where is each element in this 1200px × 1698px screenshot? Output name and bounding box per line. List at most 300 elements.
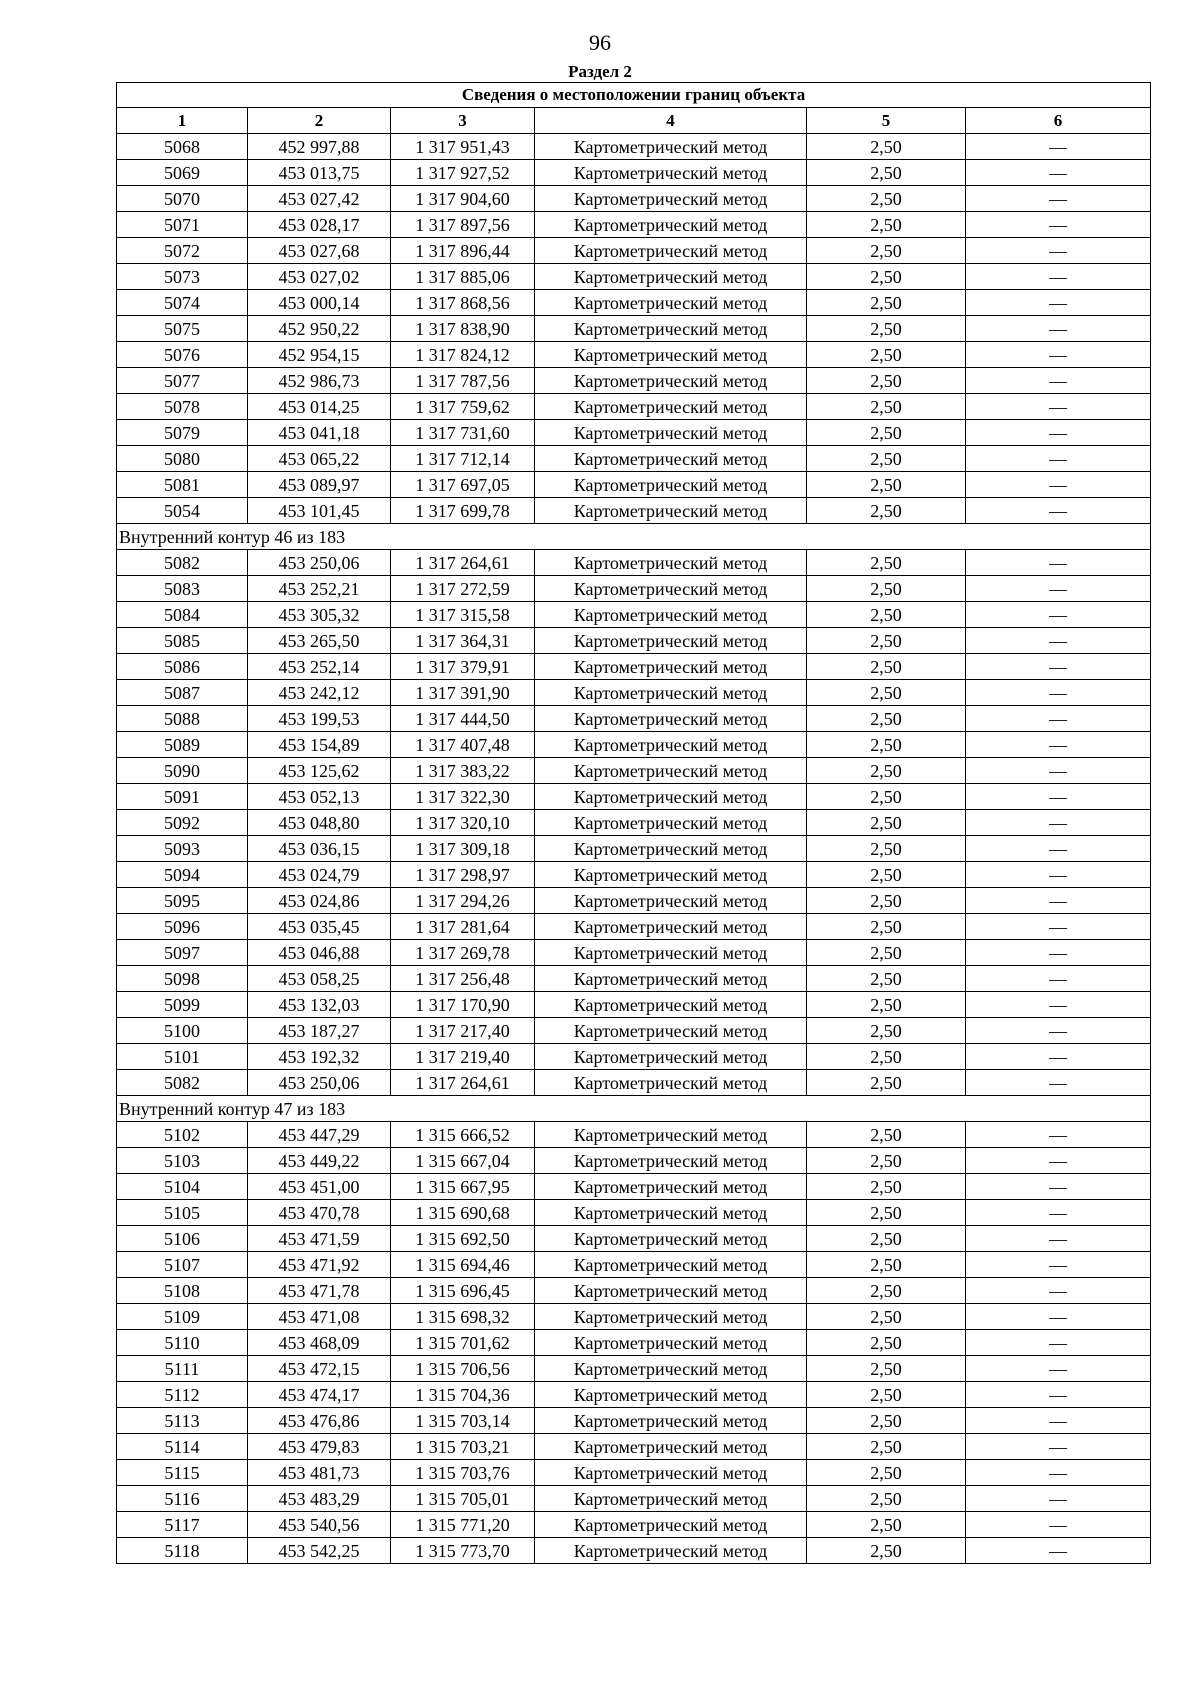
- accuracy-cell: 2,50: [807, 394, 966, 420]
- table-row: [117, 602, 1151, 628]
- accuracy-cell: 2,50: [807, 316, 966, 342]
- method-cell: Картометрический метод: [535, 1252, 807, 1278]
- description-cell: —: [966, 758, 1151, 784]
- accuracy-cell: 2,50: [807, 212, 966, 238]
- coord-y-cell: 1 315 696,45: [391, 1278, 535, 1304]
- coord-x-cell: 452 986,73: [248, 368, 391, 394]
- point-number-cell: 5074: [117, 290, 248, 316]
- method-cell: Картометрический метод: [535, 1018, 807, 1044]
- description-cell: —: [966, 914, 1151, 940]
- point-number-cell: 5103: [117, 1148, 248, 1174]
- description-cell: —: [966, 654, 1151, 680]
- table-row: [117, 966, 1151, 992]
- accuracy-cell: 2,50: [807, 342, 966, 368]
- coord-x-cell: 452 954,15: [248, 342, 391, 368]
- point-number-cell: 5112: [117, 1382, 248, 1408]
- coord-y-cell: 1 317 444,50: [391, 706, 535, 732]
- point-number-cell: 5118: [117, 1538, 248, 1564]
- table-row: [117, 706, 1151, 732]
- description-cell: —: [966, 342, 1151, 368]
- description-cell: —: [966, 680, 1151, 706]
- point-number-cell: 5090: [117, 758, 248, 784]
- point-number-cell: 5116: [117, 1486, 248, 1512]
- accuracy-cell: 2,50: [807, 732, 966, 758]
- method-cell: Картометрический метод: [535, 1382, 807, 1408]
- contour-label: Внутренний контур 46 из 183: [117, 524, 1151, 550]
- method-cell: Картометрический метод: [535, 316, 807, 342]
- coord-y-cell: 1 317 309,18: [391, 836, 535, 862]
- coord-x-cell: 453 028,17: [248, 212, 391, 238]
- method-cell: Картометрический метод: [535, 550, 807, 576]
- description-cell: —: [966, 1538, 1151, 1564]
- description-cell: —: [966, 160, 1151, 186]
- description-cell: —: [966, 1460, 1151, 1486]
- coord-y-cell: 1 315 667,95: [391, 1174, 535, 1200]
- coord-x-cell: 453 089,97: [248, 472, 391, 498]
- table-row: [117, 1434, 1151, 1460]
- description-cell: —: [966, 810, 1151, 836]
- accuracy-cell: 2,50: [807, 186, 966, 212]
- description-cell: —: [966, 1122, 1151, 1148]
- table-body: [117, 134, 1151, 1564]
- coord-x-cell: 453 024,79: [248, 862, 391, 888]
- table-row: [117, 784, 1151, 810]
- method-cell: Картометрический метод: [535, 706, 807, 732]
- coord-y-cell: 1 317 383,22: [391, 758, 535, 784]
- description-cell: —: [966, 264, 1151, 290]
- description-cell: —: [966, 316, 1151, 342]
- method-cell: Картометрический метод: [535, 1512, 807, 1538]
- table-row: [117, 628, 1151, 654]
- accuracy-cell: 2,50: [807, 238, 966, 264]
- coord-x-cell: 453 192,32: [248, 1044, 391, 1070]
- accuracy-cell: 2,50: [807, 160, 966, 186]
- method-cell: Картометрический метод: [535, 732, 807, 758]
- table-row: [117, 394, 1151, 420]
- point-number-cell: 5071: [117, 212, 248, 238]
- table-row: [117, 654, 1151, 680]
- coord-y-cell: 1 317 320,10: [391, 810, 535, 836]
- method-cell: Картометрический метод: [535, 784, 807, 810]
- coord-x-cell: 453 024,86: [248, 888, 391, 914]
- coord-y-cell: 1 317 787,56: [391, 368, 535, 394]
- accuracy-cell: 2,50: [807, 914, 966, 940]
- accuracy-cell: 2,50: [807, 498, 966, 524]
- coord-y-cell: 1 317 256,48: [391, 966, 535, 992]
- contour-label: Внутренний контур 47 из 183: [117, 1096, 1151, 1122]
- table-row: [117, 368, 1151, 394]
- table-row: [117, 1044, 1151, 1070]
- column-header-6: 6: [966, 108, 1151, 134]
- table-row: [117, 862, 1151, 888]
- description-cell: —: [966, 472, 1151, 498]
- accuracy-cell: 2,50: [807, 1382, 966, 1408]
- point-number-cell: 5111: [117, 1356, 248, 1382]
- table-row: [117, 1148, 1151, 1174]
- method-cell: Картометрический метод: [535, 992, 807, 1018]
- point-number-cell: 5068: [117, 134, 248, 160]
- point-number-cell: 5094: [117, 862, 248, 888]
- coord-x-cell: 453 132,03: [248, 992, 391, 1018]
- description-cell: —: [966, 966, 1151, 992]
- description-cell: —: [966, 1382, 1151, 1408]
- coord-x-cell: 453 479,83: [248, 1434, 391, 1460]
- table-row: [117, 472, 1151, 498]
- method-cell: Картометрический метод: [535, 1356, 807, 1382]
- method-cell: Картометрический метод: [535, 212, 807, 238]
- accuracy-cell: 2,50: [807, 1070, 966, 1096]
- table-row: [117, 1200, 1151, 1226]
- accuracy-cell: 2,50: [807, 1200, 966, 1226]
- accuracy-cell: 2,50: [807, 1018, 966, 1044]
- point-number-cell: 5088: [117, 706, 248, 732]
- coord-y-cell: 1 315 694,46: [391, 1252, 535, 1278]
- coord-x-cell: 453 305,32: [248, 602, 391, 628]
- description-cell: —: [966, 238, 1151, 264]
- method-cell: Картометрический метод: [535, 966, 807, 992]
- description-cell: —: [966, 1304, 1151, 1330]
- table-row: [117, 1226, 1151, 1252]
- point-number-cell: 5081: [117, 472, 248, 498]
- accuracy-cell: 2,50: [807, 1226, 966, 1252]
- table-row: [117, 1018, 1151, 1044]
- accuracy-cell: 2,50: [807, 290, 966, 316]
- table-row: [117, 1356, 1151, 1382]
- point-number-cell: 5083: [117, 576, 248, 602]
- method-cell: Картометрический метод: [535, 758, 807, 784]
- point-number-cell: 5073: [117, 264, 248, 290]
- coord-y-cell: 1 317 219,40: [391, 1044, 535, 1070]
- description-cell: —: [966, 1148, 1151, 1174]
- coord-y-cell: 1 317 379,91: [391, 654, 535, 680]
- accuracy-cell: 2,50: [807, 602, 966, 628]
- coord-x-cell: 453 471,78: [248, 1278, 391, 1304]
- coord-x-cell: 453 052,13: [248, 784, 391, 810]
- coord-x-cell: 453 470,78: [248, 1200, 391, 1226]
- point-number-cell: 5115: [117, 1460, 248, 1486]
- table-row: [117, 1278, 1151, 1304]
- method-cell: Картометрический метод: [535, 602, 807, 628]
- column-header-2: 2: [248, 108, 391, 134]
- method-cell: Картометрический метод: [535, 472, 807, 498]
- point-number-cell: 5100: [117, 1018, 248, 1044]
- method-cell: Картометрический метод: [535, 576, 807, 602]
- coord-x-cell: 453 187,27: [248, 1018, 391, 1044]
- accuracy-cell: 2,50: [807, 1122, 966, 1148]
- coord-x-cell: 453 250,06: [248, 1070, 391, 1096]
- accuracy-cell: 2,50: [807, 1512, 966, 1538]
- coord-y-cell: 1 317 315,58: [391, 602, 535, 628]
- column-header-3: 3: [391, 108, 535, 134]
- method-cell: Картометрический метод: [535, 1122, 807, 1148]
- table-row: [117, 914, 1151, 940]
- description-cell: —: [966, 836, 1151, 862]
- description-cell: —: [966, 1226, 1151, 1252]
- table-row: [117, 1408, 1151, 1434]
- column-header-4: 4: [535, 108, 807, 134]
- coord-x-cell: 453 542,25: [248, 1538, 391, 1564]
- coord-x-cell: 453 265,50: [248, 628, 391, 654]
- method-cell: Картометрический метод: [535, 888, 807, 914]
- coord-x-cell: 453 000,14: [248, 290, 391, 316]
- coord-x-cell: 453 027,68: [248, 238, 391, 264]
- point-number-cell: 5098: [117, 966, 248, 992]
- accuracy-cell: 2,50: [807, 264, 966, 290]
- coord-y-cell: 1 317 281,64: [391, 914, 535, 940]
- point-number-cell: 5095: [117, 888, 248, 914]
- accuracy-cell: 2,50: [807, 966, 966, 992]
- description-cell: —: [966, 1018, 1151, 1044]
- accuracy-cell: 2,50: [807, 1486, 966, 1512]
- contour-row: [117, 524, 1151, 550]
- table-row: [117, 1252, 1151, 1278]
- coord-x-cell: 453 065,22: [248, 446, 391, 472]
- description-cell: —: [966, 1044, 1151, 1070]
- method-cell: Картометрический метод: [535, 1174, 807, 1200]
- method-cell: Картометрический метод: [535, 1200, 807, 1226]
- accuracy-cell: 2,50: [807, 628, 966, 654]
- point-number-cell: 5099: [117, 992, 248, 1018]
- accuracy-cell: 2,50: [807, 706, 966, 732]
- point-number-cell: 5117: [117, 1512, 248, 1538]
- table-row: [117, 1512, 1151, 1538]
- method-cell: Картометрический метод: [535, 368, 807, 394]
- accuracy-cell: 2,50: [807, 576, 966, 602]
- coord-y-cell: 1 317 824,12: [391, 342, 535, 368]
- table-row: [117, 836, 1151, 862]
- accuracy-cell: 2,50: [807, 1278, 966, 1304]
- table-row: [117, 1304, 1151, 1330]
- point-number-cell: 5101: [117, 1044, 248, 1070]
- coord-y-cell: 1 315 706,56: [391, 1356, 535, 1382]
- description-cell: —: [966, 290, 1151, 316]
- method-cell: Картометрический метод: [535, 238, 807, 264]
- table-row: [117, 550, 1151, 576]
- accuracy-cell: 2,50: [807, 134, 966, 160]
- point-number-cell: 5089: [117, 732, 248, 758]
- accuracy-cell: 2,50: [807, 1460, 966, 1486]
- coord-y-cell: 1 317 264,61: [391, 1070, 535, 1096]
- coord-y-cell: 1 317 868,56: [391, 290, 535, 316]
- table-row: [117, 810, 1151, 836]
- description-cell: —: [966, 1278, 1151, 1304]
- coord-y-cell: 1 317 322,30: [391, 784, 535, 810]
- method-cell: Картометрический метод: [535, 264, 807, 290]
- accuracy-cell: 2,50: [807, 420, 966, 446]
- coord-y-cell: 1 315 705,01: [391, 1486, 535, 1512]
- table-row: [117, 446, 1151, 472]
- coord-x-cell: 453 125,62: [248, 758, 391, 784]
- coord-y-cell: 1 317 759,62: [391, 394, 535, 420]
- description-cell: —: [966, 706, 1151, 732]
- coord-y-cell: 1 315 703,14: [391, 1408, 535, 1434]
- point-number-cell: 5079: [117, 420, 248, 446]
- method-cell: Картометрический метод: [535, 1304, 807, 1330]
- table-row: [117, 160, 1151, 186]
- coord-x-cell: 453 468,09: [248, 1330, 391, 1356]
- table-caption-row: [117, 83, 1151, 108]
- table-row: [117, 1330, 1151, 1356]
- table-row: [117, 316, 1151, 342]
- description-cell: —: [966, 1070, 1151, 1096]
- table-row: [117, 264, 1151, 290]
- point-number-cell: 5072: [117, 238, 248, 264]
- coord-y-cell: 1 317 298,97: [391, 862, 535, 888]
- coord-y-cell: 1 317 838,90: [391, 316, 535, 342]
- accuracy-cell: 2,50: [807, 1330, 966, 1356]
- method-cell: Картометрический метод: [535, 1434, 807, 1460]
- description-cell: —: [966, 550, 1151, 576]
- coord-x-cell: 453 471,92: [248, 1252, 391, 1278]
- accuracy-cell: 2,50: [807, 654, 966, 680]
- coord-x-cell: 453 242,12: [248, 680, 391, 706]
- accuracy-cell: 2,50: [807, 1174, 966, 1200]
- accuracy-cell: 2,50: [807, 1148, 966, 1174]
- point-number-cell: 5097: [117, 940, 248, 966]
- coord-y-cell: 1 315 773,70: [391, 1538, 535, 1564]
- point-number-cell: 5082: [117, 550, 248, 576]
- method-cell: Картометрический метод: [535, 498, 807, 524]
- coord-x-cell: 453 101,45: [248, 498, 391, 524]
- page-number: 96: [589, 30, 611, 55]
- method-cell: Картометрический метод: [535, 1044, 807, 1070]
- table-row: [117, 758, 1151, 784]
- description-cell: —: [966, 576, 1151, 602]
- coord-y-cell: 1 317 731,60: [391, 420, 535, 446]
- method-cell: Картометрический метод: [535, 680, 807, 706]
- table-header-row: [117, 108, 1151, 134]
- method-cell: Картометрический метод: [535, 290, 807, 316]
- point-number-cell: 5070: [117, 186, 248, 212]
- point-number-cell: 5092: [117, 810, 248, 836]
- coord-y-cell: 1 317 712,14: [391, 446, 535, 472]
- description-cell: —: [966, 732, 1151, 758]
- accuracy-cell: 2,50: [807, 1408, 966, 1434]
- point-number-cell: 5087: [117, 680, 248, 706]
- coord-x-cell: 453 048,80: [248, 810, 391, 836]
- description-cell: —: [966, 992, 1151, 1018]
- method-cell: Картометрический метод: [535, 940, 807, 966]
- method-cell: Картометрический метод: [535, 1538, 807, 1564]
- coord-x-cell: 453 451,00: [248, 1174, 391, 1200]
- column-header-1: 1: [117, 108, 248, 134]
- method-cell: Картометрический метод: [535, 342, 807, 368]
- coord-x-cell: 453 027,02: [248, 264, 391, 290]
- table-row: [117, 290, 1151, 316]
- coord-x-cell: 453 250,06: [248, 550, 391, 576]
- method-cell: Картометрический метод: [535, 1486, 807, 1512]
- coord-x-cell: 453 540,56: [248, 1512, 391, 1538]
- accuracy-cell: 2,50: [807, 1538, 966, 1564]
- accuracy-cell: 2,50: [807, 368, 966, 394]
- table-row: [117, 1486, 1151, 1512]
- coord-y-cell: 1 315 692,50: [391, 1226, 535, 1252]
- coord-y-cell: 1 317 264,61: [391, 550, 535, 576]
- coord-x-cell: 453 471,59: [248, 1226, 391, 1252]
- table-row: [117, 342, 1151, 368]
- description-cell: —: [966, 888, 1151, 914]
- point-number-cell: 5109: [117, 1304, 248, 1330]
- method-cell: Картометрический метод: [535, 1070, 807, 1096]
- point-number-cell: 5084: [117, 602, 248, 628]
- table-caption: Сведения о местоположении границ объекта: [117, 83, 1151, 108]
- point-number-cell: 5107: [117, 1252, 248, 1278]
- coord-y-cell: 1 317 217,40: [391, 1018, 535, 1044]
- point-number-cell: 5114: [117, 1434, 248, 1460]
- accuracy-cell: 2,50: [807, 784, 966, 810]
- method-cell: Картометрический метод: [535, 394, 807, 420]
- coord-y-cell: 1 317 269,78: [391, 940, 535, 966]
- coord-y-cell: 1 317 885,06: [391, 264, 535, 290]
- section-title: Раздел 2: [568, 62, 632, 81]
- coord-x-cell: 453 481,73: [248, 1460, 391, 1486]
- point-number-cell: 5105: [117, 1200, 248, 1226]
- accuracy-cell: 2,50: [807, 758, 966, 784]
- method-cell: Картометрический метод: [535, 420, 807, 446]
- point-number-cell: 5085: [117, 628, 248, 654]
- point-number-cell: 5091: [117, 784, 248, 810]
- coord-y-cell: 1 317 272,59: [391, 576, 535, 602]
- method-cell: Картометрический метод: [535, 1460, 807, 1486]
- point-number-cell: 5054: [117, 498, 248, 524]
- description-cell: —: [966, 212, 1151, 238]
- coord-y-cell: 1 315 703,76: [391, 1460, 535, 1486]
- description-cell: —: [966, 1486, 1151, 1512]
- description-cell: —: [966, 1174, 1151, 1200]
- table-row: [117, 940, 1151, 966]
- table-row: [117, 992, 1151, 1018]
- table-row: [117, 1122, 1151, 1148]
- table-row: [117, 1538, 1151, 1564]
- coord-y-cell: 1 317 294,26: [391, 888, 535, 914]
- accuracy-cell: 2,50: [807, 888, 966, 914]
- method-cell: Картометрический метод: [535, 1278, 807, 1304]
- description-cell: —: [966, 784, 1151, 810]
- description-cell: —: [966, 602, 1151, 628]
- coord-x-cell: 453 154,89: [248, 732, 391, 758]
- table-row: [117, 680, 1151, 706]
- coord-x-cell: 453 058,25: [248, 966, 391, 992]
- method-cell: Картометрический метод: [535, 810, 807, 836]
- coord-x-cell: 453 046,88: [248, 940, 391, 966]
- coord-x-cell: 453 199,53: [248, 706, 391, 732]
- coord-y-cell: 1 317 897,56: [391, 212, 535, 238]
- method-cell: Картометрический метод: [535, 160, 807, 186]
- point-number-cell: 5082: [117, 1070, 248, 1096]
- description-cell: —: [966, 1434, 1151, 1460]
- description-cell: —: [966, 1408, 1151, 1434]
- coord-y-cell: 1 317 407,48: [391, 732, 535, 758]
- coord-x-cell: 453 013,75: [248, 160, 391, 186]
- table-row: [117, 238, 1151, 264]
- accuracy-cell: 2,50: [807, 472, 966, 498]
- coord-y-cell: 1 315 690,68: [391, 1200, 535, 1226]
- coord-x-cell: 453 447,29: [248, 1122, 391, 1148]
- coord-y-cell: 1 315 666,52: [391, 1122, 535, 1148]
- table-row: [117, 1070, 1151, 1096]
- accuracy-cell: 2,50: [807, 550, 966, 576]
- coord-x-cell: 453 014,25: [248, 394, 391, 420]
- boundary-coordinates-table: [116, 82, 1151, 1564]
- coord-x-cell: 453 474,17: [248, 1382, 391, 1408]
- description-cell: —: [966, 940, 1151, 966]
- point-number-cell: 5106: [117, 1226, 248, 1252]
- table-row: [117, 186, 1151, 212]
- description-cell: —: [966, 420, 1151, 446]
- point-number-cell: 5104: [117, 1174, 248, 1200]
- coord-x-cell: 453 472,15: [248, 1356, 391, 1382]
- coord-y-cell: 1 315 701,62: [391, 1330, 535, 1356]
